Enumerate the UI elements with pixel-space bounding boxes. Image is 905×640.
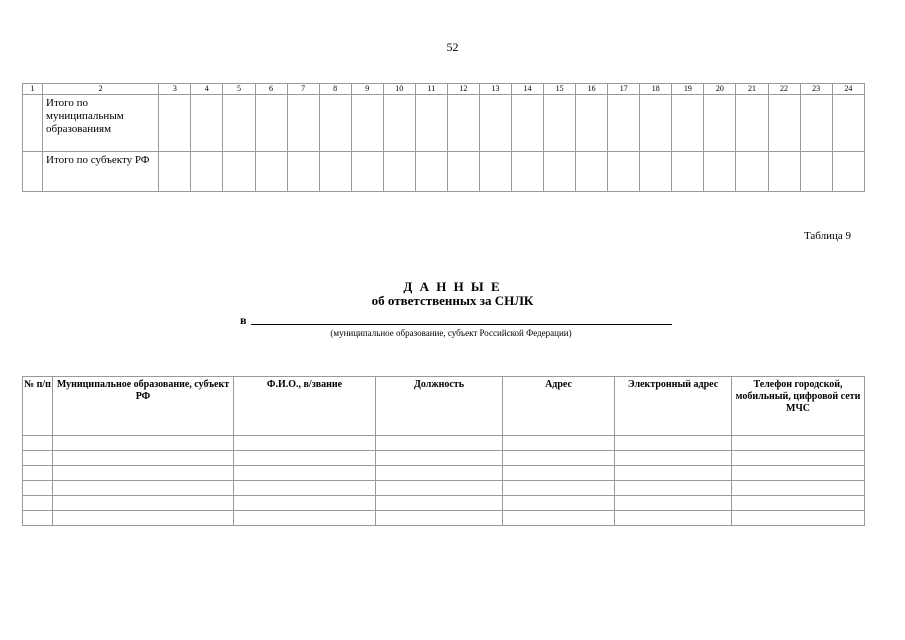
table-cell xyxy=(447,95,479,152)
table-cell xyxy=(503,481,615,496)
table-cell xyxy=(383,152,415,192)
header-municipality: Муниципальное образование, субъект РФ xyxy=(53,377,234,436)
table-cell xyxy=(234,451,376,466)
table-cell xyxy=(234,481,376,496)
table-cell xyxy=(608,95,640,152)
table-cell xyxy=(503,451,615,466)
table-row xyxy=(23,496,865,511)
column-number: 8 xyxy=(319,84,351,95)
table-cell xyxy=(640,95,672,152)
summary-table xyxy=(22,83,865,192)
table-cell xyxy=(319,95,351,152)
table-cell xyxy=(704,152,736,192)
header-email: Электронный адрес xyxy=(615,377,732,436)
table-cell xyxy=(191,152,223,192)
table-cell xyxy=(23,95,43,152)
table-cell xyxy=(732,466,865,481)
column-number: 22 xyxy=(768,84,800,95)
table-cell xyxy=(736,152,768,192)
table-cell xyxy=(319,152,351,192)
column-number: 11 xyxy=(415,84,447,95)
fill-in-line xyxy=(251,324,672,325)
table-cell xyxy=(23,511,53,526)
column-number: 1 xyxy=(23,84,43,95)
table-cell xyxy=(608,152,640,192)
table-cell xyxy=(376,511,503,526)
table-cell xyxy=(415,95,447,152)
table-cell xyxy=(351,95,383,152)
table-cell xyxy=(576,95,608,152)
table-cell xyxy=(223,95,255,152)
row-label-subject-total: Итого по субъекту РФ xyxy=(43,152,159,192)
column-number: 6 xyxy=(255,84,287,95)
header-number: № п/п xyxy=(23,377,53,436)
table-cell xyxy=(376,451,503,466)
column-number: 23 xyxy=(800,84,832,95)
table-cell xyxy=(255,95,287,152)
in-prefix: в xyxy=(240,313,247,327)
table-cell xyxy=(732,481,865,496)
table-cell xyxy=(23,466,53,481)
column-number: 9 xyxy=(351,84,383,95)
table-cell xyxy=(376,481,503,496)
table-cell xyxy=(23,496,53,511)
table-cell xyxy=(287,95,319,152)
row-label-municipal-total: Итого по муниципальным образованиям xyxy=(43,95,159,152)
table-cell xyxy=(503,496,615,511)
table-cell xyxy=(351,152,383,192)
table-cell xyxy=(503,466,615,481)
table-row xyxy=(23,152,865,192)
table-row xyxy=(23,451,865,466)
table-row xyxy=(23,466,865,481)
table-cell xyxy=(191,95,223,152)
document-title: Д А Н Н Ы Е xyxy=(403,279,502,294)
responsible-persons-table xyxy=(22,376,865,526)
table-cell xyxy=(223,152,255,192)
column-number: 12 xyxy=(447,84,479,95)
header-full-name: Ф.И.О., в/звание xyxy=(234,377,376,436)
table-cell xyxy=(53,451,234,466)
table-cell xyxy=(53,466,234,481)
table-cell xyxy=(672,95,704,152)
table-cell xyxy=(615,481,732,496)
table-caption: Таблица 9 xyxy=(803,230,851,242)
table-cell xyxy=(479,152,511,192)
header-row xyxy=(23,377,865,436)
table-cell xyxy=(234,496,376,511)
column-number: 5 xyxy=(223,84,255,95)
table-cell xyxy=(800,95,832,152)
table-row xyxy=(23,436,865,451)
table-cell xyxy=(159,95,191,152)
table-row xyxy=(23,511,865,526)
table-cell xyxy=(415,152,447,192)
table-cell xyxy=(53,511,234,526)
table-cell xyxy=(53,496,234,511)
table-cell xyxy=(23,152,43,192)
table-cell xyxy=(732,436,865,451)
table-cell xyxy=(234,511,376,526)
column-number-row xyxy=(23,84,865,95)
table-cell xyxy=(383,95,415,152)
column-number: 20 xyxy=(704,84,736,95)
table-cell xyxy=(576,152,608,192)
table-cell xyxy=(23,436,53,451)
fill-in-hint: (муниципальное образование, субъект Российской Федерации) xyxy=(330,328,572,338)
table-cell xyxy=(479,95,511,152)
table-cell xyxy=(544,152,576,192)
table-cell xyxy=(376,496,503,511)
table-cell xyxy=(768,152,800,192)
table-cell xyxy=(615,511,732,526)
column-number: 10 xyxy=(383,84,415,95)
table-cell xyxy=(376,466,503,481)
table-cell xyxy=(255,152,287,192)
column-number: 4 xyxy=(191,84,223,95)
table-cell xyxy=(672,152,704,192)
table-cell xyxy=(640,152,672,192)
table-cell xyxy=(800,152,832,192)
column-number: 13 xyxy=(479,84,511,95)
table-cell xyxy=(736,95,768,152)
table-row xyxy=(23,95,865,152)
column-number: 18 xyxy=(640,84,672,95)
table-cell xyxy=(23,481,53,496)
table-cell xyxy=(512,152,544,192)
table-cell xyxy=(234,466,376,481)
table-cell xyxy=(53,436,234,451)
column-number: 14 xyxy=(512,84,544,95)
column-number: 3 xyxy=(159,84,191,95)
document-subtitle: об ответственных за СНЛК xyxy=(371,293,534,308)
column-number: 24 xyxy=(832,84,864,95)
table-cell xyxy=(376,436,503,451)
header-address: Адрес xyxy=(503,377,615,436)
header-phone: Телефон городской, мобильный, цифровой сети МЧС xyxy=(732,377,865,436)
table-cell xyxy=(732,451,865,466)
table-cell xyxy=(615,496,732,511)
table-cell xyxy=(732,511,865,526)
table-row xyxy=(23,481,865,496)
column-number: 2 xyxy=(43,84,159,95)
table-cell xyxy=(287,152,319,192)
table-cell xyxy=(768,95,800,152)
table-cell xyxy=(503,436,615,451)
table-cell xyxy=(503,511,615,526)
table-cell xyxy=(447,152,479,192)
column-number: 15 xyxy=(544,84,576,95)
column-number: 17 xyxy=(608,84,640,95)
table-cell xyxy=(544,95,576,152)
table-cell xyxy=(615,451,732,466)
table-cell xyxy=(159,152,191,192)
header-position: Должность xyxy=(376,377,503,436)
table-cell xyxy=(832,152,864,192)
page-number: 52 xyxy=(446,40,459,54)
table-cell xyxy=(234,436,376,451)
table-cell xyxy=(615,436,732,451)
table-cell xyxy=(832,95,864,152)
column-number: 19 xyxy=(672,84,704,95)
column-number: 16 xyxy=(576,84,608,95)
table-cell xyxy=(53,481,234,496)
table-cell xyxy=(23,451,53,466)
column-number: 7 xyxy=(287,84,319,95)
table-cell xyxy=(512,95,544,152)
table-cell xyxy=(704,95,736,152)
table-cell xyxy=(732,496,865,511)
table-cell xyxy=(615,466,732,481)
column-number: 21 xyxy=(736,84,768,95)
